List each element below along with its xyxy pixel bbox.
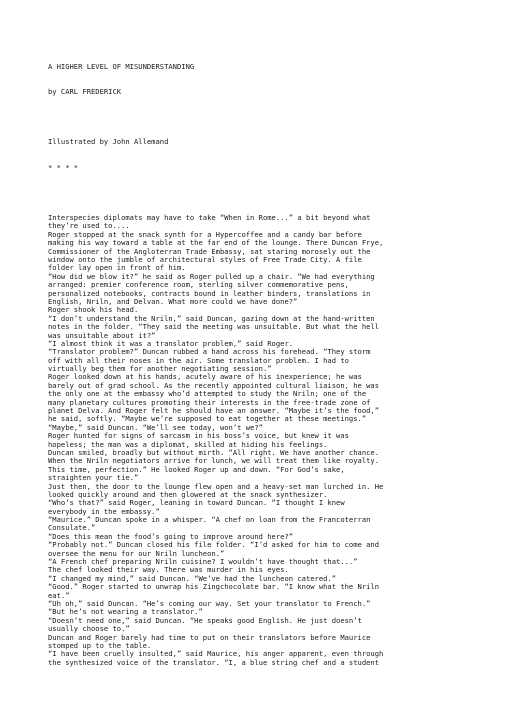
body-text-line: Commissioner of the Angloterran Trade Embassy, sat staring morosely out the bbox=[48, 246, 371, 256]
body-text-line: “I changed my mind,” said Duncan. “We’ve had the luncheon catered.” bbox=[48, 573, 337, 583]
body-text-line: everybody in the embassy.” bbox=[48, 506, 160, 516]
body-text-line: “Probably not.” Duncan closed his file folder. “I’d asked for him to come and bbox=[48, 540, 380, 550]
document-page bbox=[48, 46, 476, 676]
body-text-line: Consulate.” bbox=[48, 523, 96, 533]
body-text-line: Just then, the door to the lounge flew open and a heavy-set man lurched in. He bbox=[48, 481, 384, 491]
body-text-line: “Uh oh,” said Duncan. “He’s coming our way. Set your translator to French.” bbox=[48, 599, 371, 608]
body-text-line: virtually beg them for another negotiating session.” bbox=[48, 364, 272, 374]
body-text-line: personalized notebooks, contracts bound in leather binders, translations in bbox=[48, 288, 371, 298]
section-separator: * * * * bbox=[48, 162, 79, 172]
body-text-line: eat.” bbox=[48, 590, 70, 600]
body-text-line: “Maybe,” said Duncan. “We’ll see today, won’t we?” bbox=[48, 422, 263, 432]
body-text-line: notes in the folder. “They said the meeting was unsuitable. But what the hell bbox=[48, 322, 380, 332]
body-text-line: arranged: premier conference room, sterling silver commemorative pens, bbox=[48, 280, 349, 290]
body-text-line: “Doesn’t need one,” said Duncan. “He speaks good English. He just doesn’t bbox=[48, 615, 362, 625]
body-text-line: usually choose to.” bbox=[48, 624, 130, 634]
body-text-line: Duncan smiled, broadly but without mirth. “All right. We have another chance. bbox=[48, 447, 380, 457]
body-text-line: “I have been cruelly insulted,” said Maurice, his anger apparent, even through bbox=[48, 649, 384, 659]
body-text-line: straighten your tie.” bbox=[48, 473, 139, 483]
body-text-line: “But he’s not wearing a translator.” bbox=[48, 607, 203, 617]
body-text-line: Roger looked down at his hands, acutely aware of his inexperience; he was bbox=[48, 372, 362, 382]
body-text-line: “I don’t understand the Nriln,” said Duncan, gazing down at the hand-written bbox=[48, 313, 375, 323]
body-text-line: many planetary cultures promoting their interests in the free-trade zone of bbox=[48, 397, 371, 407]
blank-line bbox=[48, 113, 476, 121]
body-text-line: they’re used to.... bbox=[48, 221, 130, 231]
body-text-line: window onto the jumble of architectural styles of Free Trade City. A file bbox=[48, 254, 362, 264]
blank-line bbox=[48, 189, 476, 197]
body-text-line: “How did we blow it?” he said as Roger pulled up a chair. “We had everything bbox=[48, 271, 375, 281]
illustrator-credit: Illustrated by John Allemand bbox=[48, 137, 169, 147]
body-text-line: The chef looked their way. There was murder in his eyes. bbox=[48, 565, 289, 575]
body-text-line: Duncan and Roger barely had time to put on their translators before Maurice bbox=[48, 632, 371, 642]
body-text-line: Interspecies diplomats may have to take “When in Rome...” a bit beyond what bbox=[48, 213, 371, 223]
body-text-line: barely out of grad school. As the recently appointed cultural liaison, he was bbox=[48, 380, 380, 390]
body-text-line: planet Delva. And Roger felt he should have an answer. “Maybe it’s the food,” bbox=[48, 406, 380, 416]
body-text-line: “Translator problem?” Duncan rubbed a hand across his forehead. “They storm bbox=[48, 347, 371, 357]
story-title: A HIGHER LEVEL OF MISUNDERSTANDING bbox=[48, 61, 195, 71]
body-text-line: Roger hunted for signs of sarcasm in his boss’s voice, but knew it was bbox=[48, 431, 349, 441]
body-text-line: “A French chef preparing Nriln cuisine? I wouldn’t have thought that...” bbox=[48, 557, 358, 567]
body-text-line: he said, softly. “Maybe we’re supposed to eat together at these meetings.” bbox=[48, 414, 367, 424]
body-text-line: looked quickly around and then glowered at the snack synthesizer. bbox=[48, 489, 328, 499]
body-text-line: Roger stopped at the snack synth for a Hypercoffee and a candy bar before bbox=[48, 229, 362, 239]
body-text-line: “Maurice.” Duncan spoke in a whisper. “A chef on loan from the Francoterran bbox=[48, 515, 371, 525]
body-text-line: the only one at the embassy who’d attempted to study the Nriln; one of the bbox=[48, 389, 367, 399]
story-byline: by CARL FREDERICK bbox=[48, 87, 122, 97]
body-text-line: stomped up to the table. bbox=[48, 640, 152, 650]
body-text-line: “Good.” Roger started to unwrap his Zingchocolate bar. “I know what the Nriln bbox=[48, 582, 380, 592]
body-text-line: “Does this mean the food’s going to improve around here?” bbox=[48, 531, 294, 541]
body-text-line: oversee the menu for our Nriln luncheon.” bbox=[48, 548, 225, 558]
story-body bbox=[48, 214, 476, 667]
body-text-line: making his way toward a table at the far end of the lounge. There Duncan Frye, bbox=[48, 238, 384, 248]
body-text-line: was unsuitable about it?” bbox=[48, 330, 156, 340]
body-text-line: hopeless; the man was a diplomat, skilled at hiding his feelings. bbox=[48, 439, 328, 449]
body-text-line: When the Nriln negotiators arrive for lunch, we will treat them like royalty. bbox=[48, 456, 380, 466]
body-text-line: “Who’s that?” said Roger, leaning in toward Duncan. “I thought I knew bbox=[48, 498, 345, 508]
body-text-line: This time, perfection.” He looked Roger up and down. “For God’s sake, bbox=[48, 464, 345, 474]
body-text-line: the synthesized voice of the translator. “I, a blue string chef and a student bbox=[48, 657, 380, 667]
body-text-line: English, Nriln, and Delvan. What more could we have done?” bbox=[48, 296, 298, 306]
body-text-line: off with all their noses in the air. Some translator problem. I had to bbox=[48, 355, 349, 365]
body-text-line: Roger shook his head. bbox=[48, 305, 139, 315]
body-text-line: “I almost think it was a translator problem,” said Roger. bbox=[48, 338, 294, 348]
body-text-line: folder lay open in front of him. bbox=[48, 263, 186, 273]
